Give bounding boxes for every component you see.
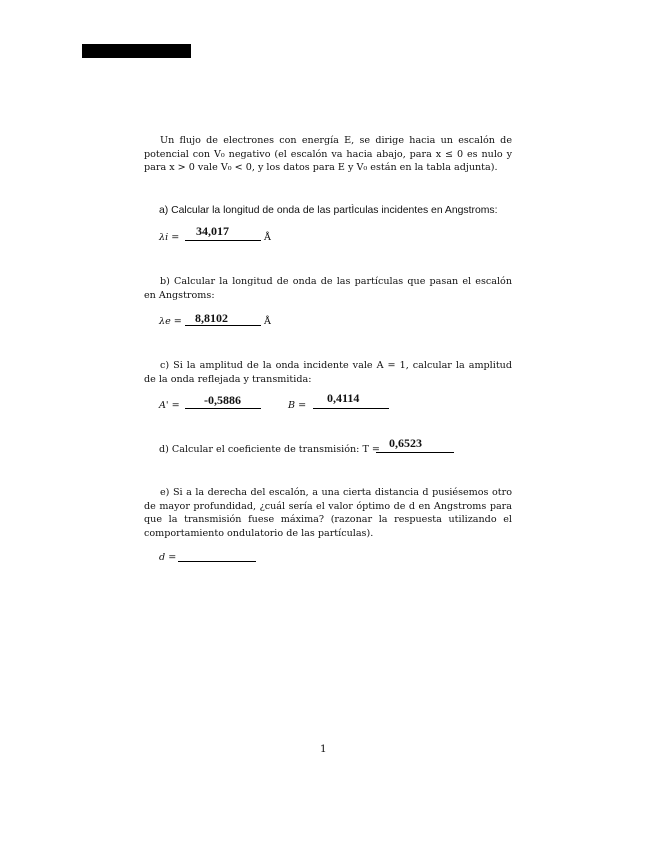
redaction-bar [82,44,191,58]
answer-d-value: 0,6523 [389,436,422,450]
answer-a-line [185,240,261,241]
answer-b-value: 8,8102 [195,311,228,325]
answer-c2-line [313,408,389,409]
a-prime-label: A' = [159,400,180,411]
lambda-i-label: λi = [159,232,180,243]
answer-d-line [376,452,454,453]
answer-a-unit: Å [264,232,271,243]
question-e-label: e) Si a la derecha del escalón, a una cierta distancia d pusiésemos otro de mayor profundidad, ¿cuál sería el valor óptimo de d en Angstroms para que la transmisión fuese máxima? (razonar la respuesta utilizando el comportamiento ondulatorio de las partículas). [144,487,512,539]
question-c-label: c) Si la amplitud de la onda incidente vale A = 1, calcular la amplitud de la onda reflejada y transmitida: [144,360,512,385]
answer-a-value: 34,017 [196,224,229,238]
intro-paragraph [144,134,512,175]
intro-text: Un flujo de electrones con energía E, se dirige hacia un escalón de potencial con V₀ negativo (el escalón va hacia abajo, para x ≤ 0 es nulo y para x > 0 vale V₀ < 0, y los datos para E y V₀ están en la tabla adjunta). [144,135,512,173]
page-number: 1 [320,743,327,755]
answer-c2-value: 0,4114 [327,391,360,405]
question-e-text [144,486,512,540]
question-d-text: d) Calcular el coeficiente de transmisión: T = [159,444,380,455]
answer-c1-value: -0,5886 [204,393,241,407]
question-b-text [144,275,512,302]
lambda-e-label: λe = [159,316,182,327]
question-c-text [144,359,512,386]
answer-e-line [178,561,256,562]
question-b-label: b) Calcular la longitud de onda de las partículas que pasan el escalón en Angstroms: [144,276,512,301]
question-a-text: a) Calcular la longitud de onda de las partÌculas incidentes en Angstroms: [159,205,498,216]
answer-b-unit: Å [264,316,271,327]
d-label: d = [159,552,177,563]
b-label: B = [288,400,307,411]
answer-c1-line [185,408,261,409]
